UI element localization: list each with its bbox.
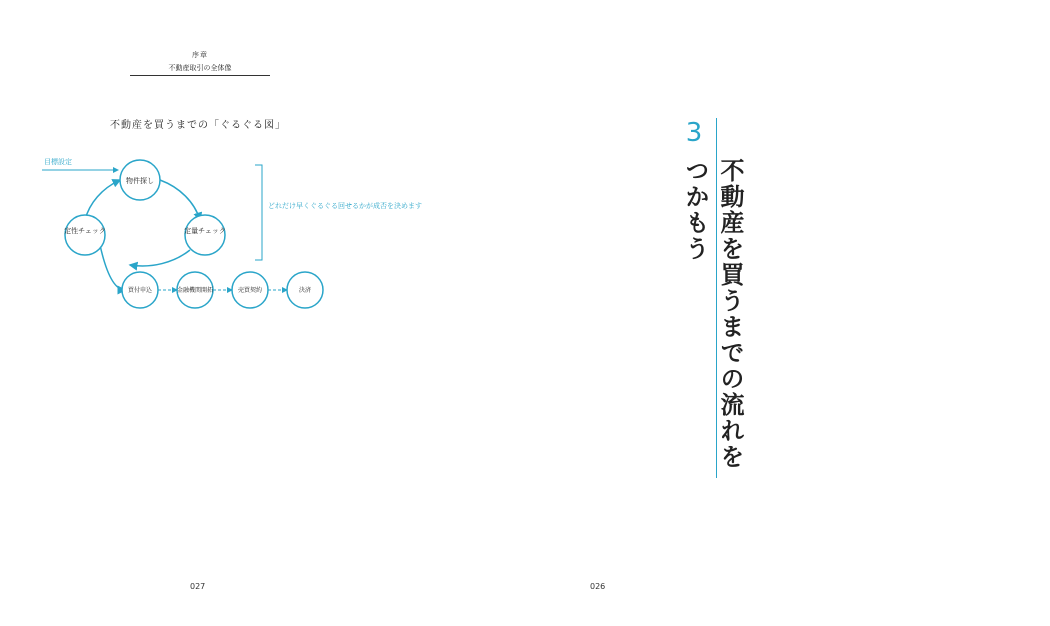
left-body-text xyxy=(52,390,352,570)
arc-1 xyxy=(160,180,200,220)
node-contract-label: 売買契約 xyxy=(237,287,263,294)
running-head-title: 不動産取引の全体像 xyxy=(130,63,270,76)
right-page xyxy=(400,0,800,626)
chapter-number: 3 xyxy=(685,118,703,148)
node-purchase-offer xyxy=(122,272,158,308)
page-number-left: 027 xyxy=(190,582,206,591)
arc-to-offer xyxy=(100,245,125,290)
running-head xyxy=(130,50,270,76)
running-head-section: 序章 xyxy=(192,51,208,59)
node-offer-label: 買付申込 xyxy=(127,287,153,294)
chapter-title: 不動産を買うまでの流れをつかもう xyxy=(681,158,744,470)
start-label: 目標設定 xyxy=(44,158,72,166)
node-property-search-label: 物件探し xyxy=(126,177,154,185)
arc-3 xyxy=(85,180,120,220)
left-page xyxy=(0,0,422,626)
chapter-heading xyxy=(672,118,744,478)
node-settlement-label: 決済 xyxy=(298,287,312,294)
node-quantitative-label: 定量チェック xyxy=(184,227,226,235)
right-body-text xyxy=(840,118,1050,528)
node-settlement xyxy=(287,272,323,308)
loop-bracket xyxy=(255,165,262,260)
node-property-search xyxy=(120,160,160,200)
node-bank-label: 金融機関開拓 xyxy=(176,287,214,294)
page-number-right: 026 xyxy=(590,582,606,591)
node-qualitative-label: 定性チェック xyxy=(64,227,106,235)
diagram-title: 不動産を買うまでの「ぐるぐる図」 xyxy=(110,120,286,131)
node-bank-development xyxy=(177,272,213,308)
node-quantitative-check xyxy=(184,215,226,255)
loop-note: どれだけ早くぐるぐる回せるかが成否を決めます xyxy=(268,202,422,210)
arc-2 xyxy=(130,250,190,266)
node-sales-contract xyxy=(232,272,268,308)
node-qualitative-check xyxy=(64,215,106,255)
cycle-diagram xyxy=(40,150,422,370)
